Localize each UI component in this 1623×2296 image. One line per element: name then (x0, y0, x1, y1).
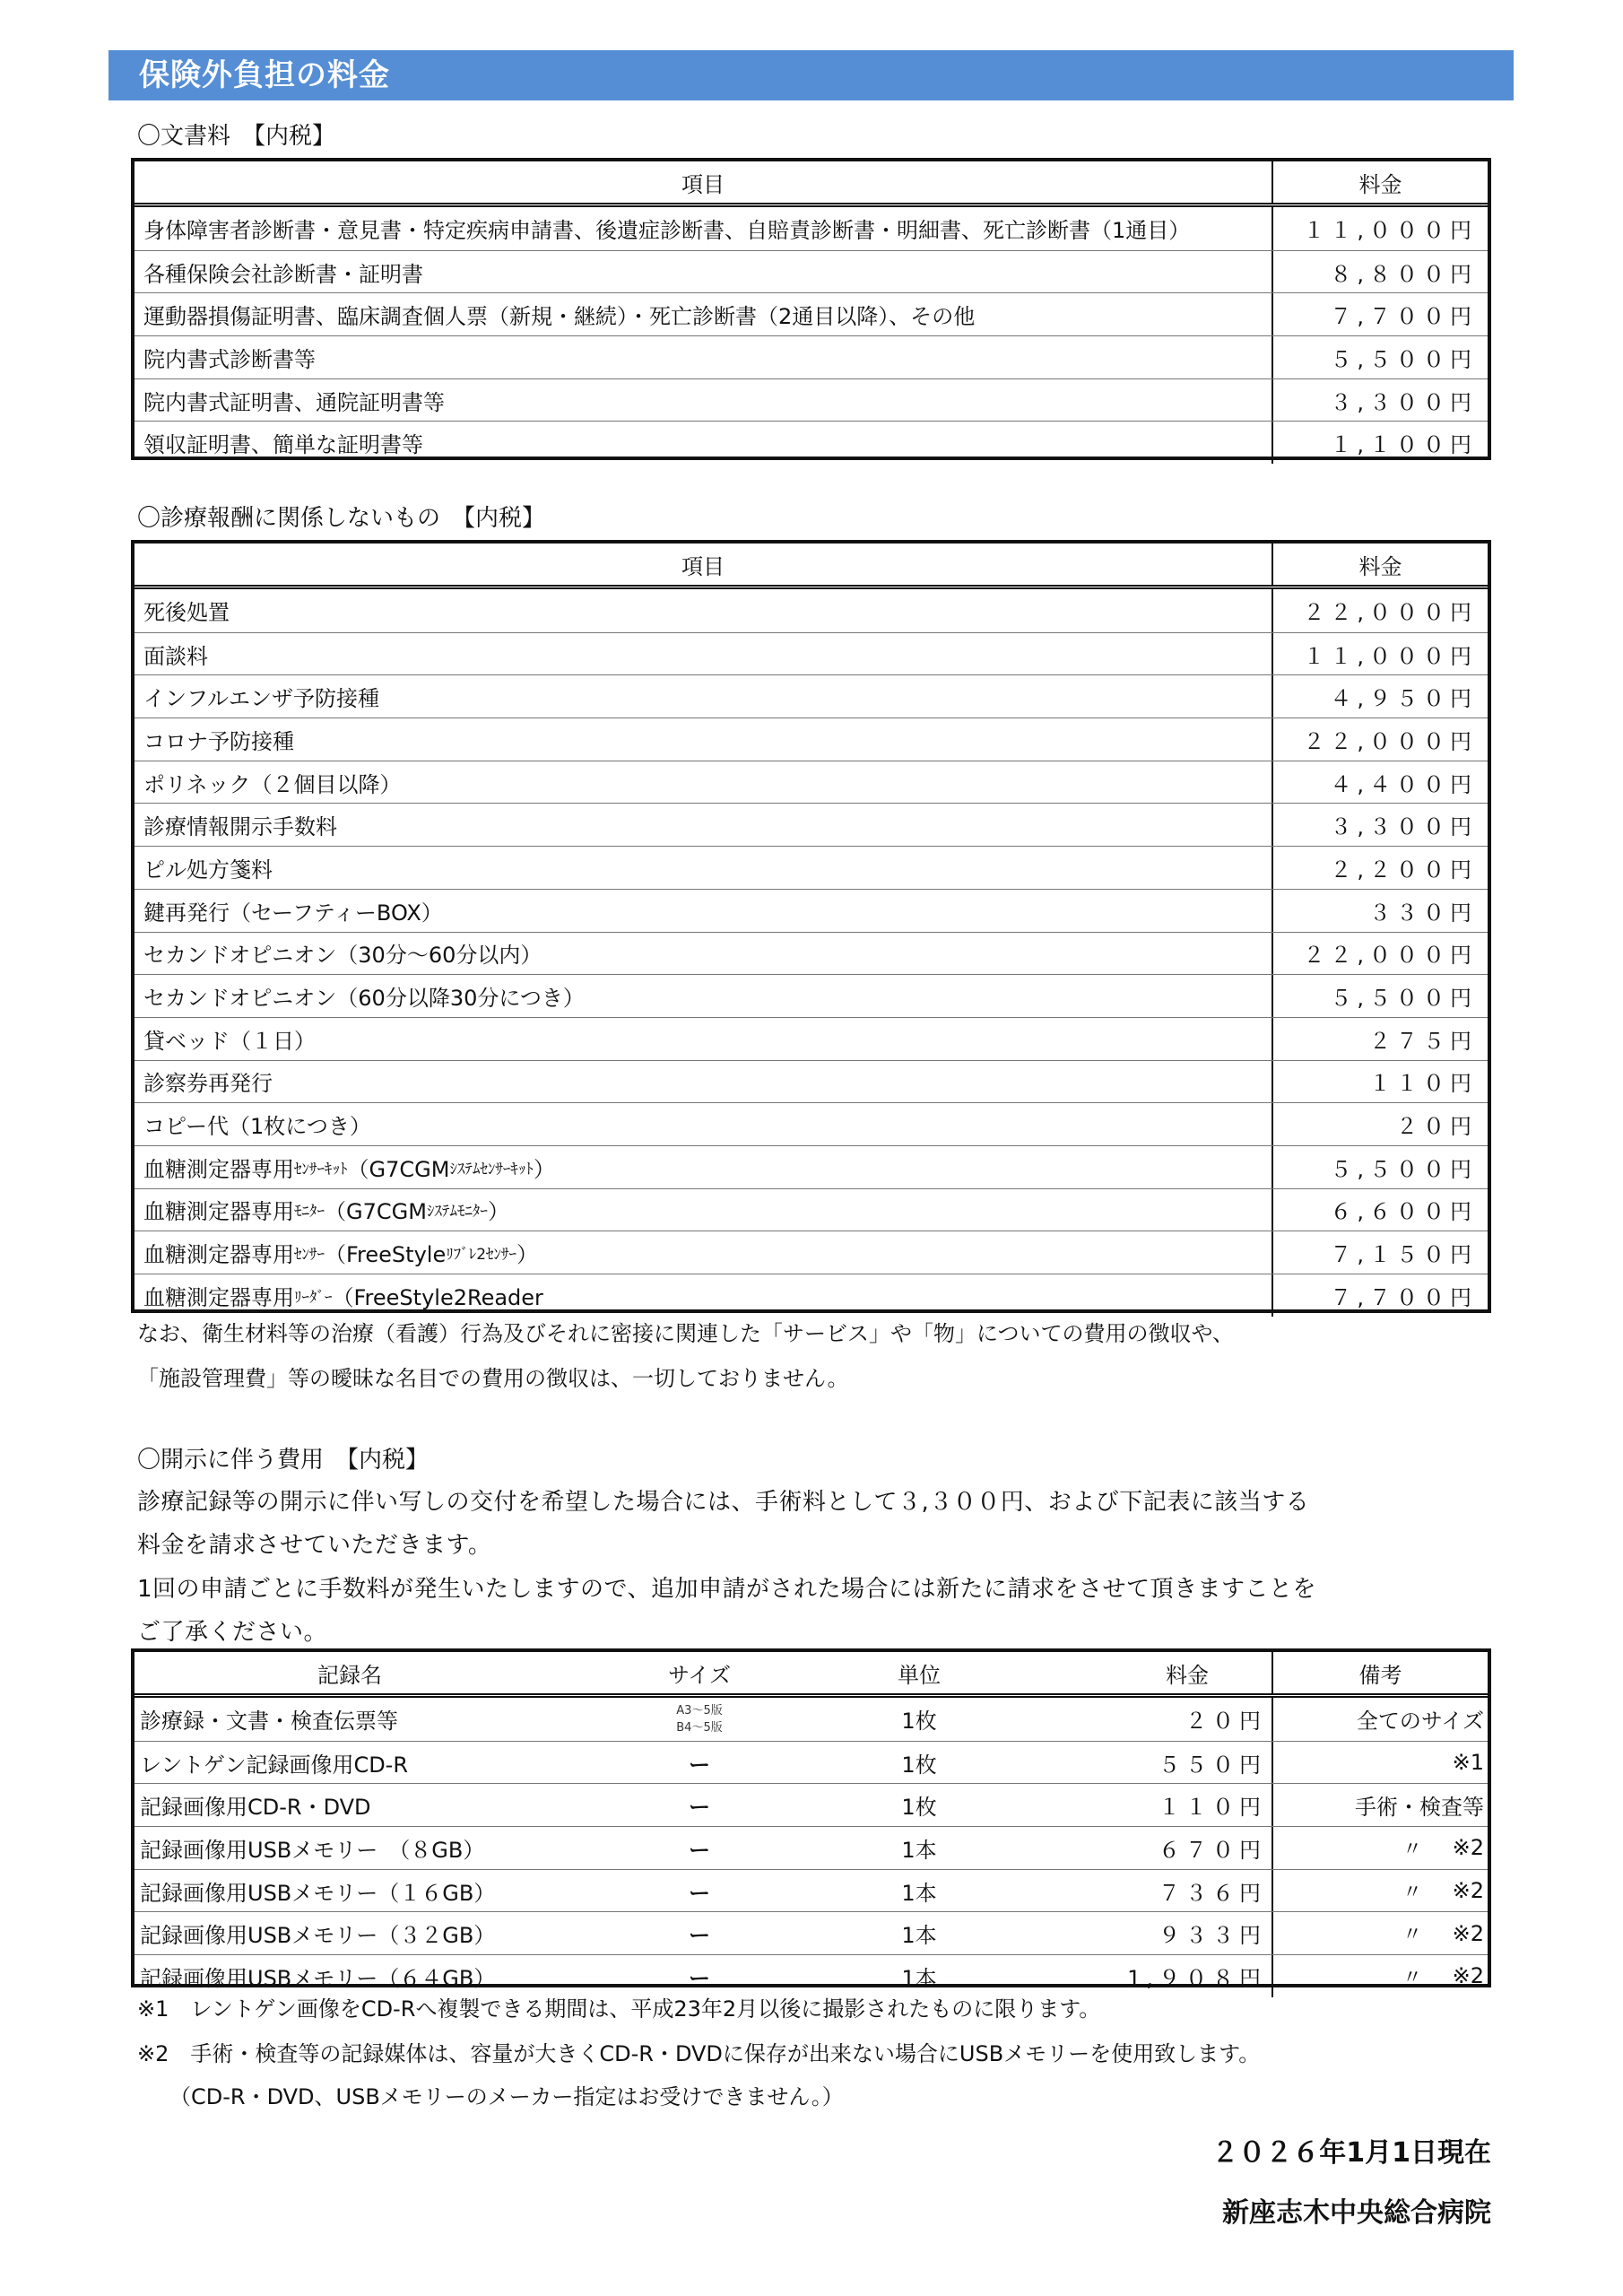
row-item: 貸ベッド（１日） (143, 1028, 316, 1054)
section-disclosure-heading: 〇開示に伴う費用 【内税】 (137, 1447, 430, 1474)
table-row (135, 718, 1488, 761)
item-prefix: 血糖測定器専用 (143, 1284, 294, 1310)
column-header-fee: 料金 (1166, 1662, 1209, 1688)
table-row (135, 207, 1488, 250)
ditto-mark: 〃 (1402, 1838, 1422, 1861)
section-non-medical-heading: 〇診療報酬に関係しないもの 【内税】 (137, 505, 546, 532)
record-fee: 1,９０８円 (1127, 1965, 1266, 1991)
row-item (135, 1231, 1271, 1274)
row-item: 鍵再発行（セーフティーBOX） (143, 900, 443, 926)
item-prefix: 血糖測定器専用 (143, 1156, 294, 1182)
row-price: ５,５００円 (1271, 336, 1488, 378)
record-size (565, 1870, 834, 1912)
note-line: なお、衛生材料等の治療（看護）行為及びそれに密接に関連した「サービス」や「物」についての費用の徴収や、 (137, 1321, 1235, 1346)
record-name: 記録画像用USBメモリー（１６GB） (140, 1880, 496, 1906)
record-fee: ７３６円 (1159, 1880, 1266, 1906)
table-row (135, 974, 1488, 1017)
row-price: ７,１５０円 (1271, 1231, 1488, 1274)
remark-text: ※2 (1452, 1878, 1484, 1904)
item-mid: （FreeStyle (325, 1242, 447, 1268)
note-line: 「施設管理費」等の曖昧な名目での費用の徴収は、一切しておりません。 (137, 1366, 849, 1391)
table-row (135, 589, 1488, 632)
record-name: 記録画像用USBメモリー（３２GB） (140, 1923, 496, 1949)
ditto-mark: 〃 (1402, 1966, 1422, 1989)
table-row (135, 1741, 1488, 1784)
record-name: 記録画像用USBメモリー（６４GB） (140, 1965, 496, 1991)
table-row (135, 889, 1488, 932)
record-unit: 1枚 (901, 1795, 937, 1821)
table-row (135, 761, 1488, 804)
item-suffix: ） (533, 1156, 555, 1182)
record-size (565, 1698, 834, 1741)
record-remarks (1271, 1742, 1488, 1784)
non-medical-fee-table (131, 540, 1491, 1313)
item-suffix: ） (516, 1242, 539, 1268)
column-header-item: 項目 (681, 171, 725, 197)
table-row (135, 674, 1488, 718)
size-dash: ー (689, 1880, 710, 1906)
ditto-mark: 〃 (1402, 1924, 1422, 1947)
column-header-unit: 単位 (898, 1662, 941, 1688)
size-dash: ー (689, 1965, 710, 1991)
item-small: ｾﾝｻｰｷｯﾄ (294, 1160, 348, 1178)
row-price: １１０円 (1271, 1061, 1488, 1103)
disclosure-fee-table (131, 1648, 1491, 1991)
row-price: １,１００円 (1271, 422, 1488, 464)
size-line: B4～5版 (676, 1720, 723, 1735)
column-header-size: サイズ (667, 1662, 732, 1688)
record-name: 診療録・文書・検査伝票等 (140, 1709, 398, 1735)
row-item: 診察券再発行 (143, 1071, 273, 1097)
record-remarks (1271, 1870, 1488, 1912)
record-size (565, 1784, 834, 1826)
row-item: セカンドオピニオン（60分以降30分につき） (143, 986, 585, 1012)
item-small-2: ﾘﾌﾞﾚ2ｾﾝｻｰ (446, 1246, 517, 1265)
row-item: 診療情報開示手数料 (143, 814, 337, 840)
row-item: コピー代（1枚につき） (143, 1114, 371, 1140)
size-dash: ー (689, 1837, 710, 1863)
record-fee: ２０円 (1185, 1709, 1266, 1735)
table-header-row (135, 161, 1488, 207)
table-row (135, 803, 1488, 846)
footnote-2: ※2 手術・検査等の記録媒体は、容量が大きくCD-R・DVDに保存が出来ない場合にUSBメモリーを使用致します。 (137, 2041, 1261, 2066)
row-price: １１,０００円 (1271, 633, 1488, 675)
documents-fee-table (131, 158, 1491, 460)
record-remarks (1271, 1912, 1488, 1954)
item-prefix: 血糖測定器専用 (143, 1199, 294, 1225)
row-price: ８,８００円 (1271, 251, 1488, 293)
remark-text: 全てのサイズ (1356, 1709, 1484, 1735)
row-item: 死後処置 (143, 600, 230, 626)
item-mid: （FreeStyle2Reader (332, 1284, 543, 1310)
item-small: ﾓﾆﾀｰ (294, 1203, 325, 1222)
item-mid: （G7CGM (347, 1156, 450, 1182)
row-item (135, 1146, 1271, 1188)
remark-text: ※2 (1452, 1920, 1484, 1946)
table-row (135, 1231, 1488, 1274)
column-header-item: 項目 (681, 553, 725, 579)
record-name: レントゲン記録画像用CD-R (140, 1752, 409, 1778)
table-row (135, 1060, 1488, 1103)
size-line: A3～5版 (676, 1703, 723, 1718)
page-title: 保険外負担の料金 (139, 57, 390, 93)
table-row (135, 1188, 1488, 1231)
record-unit: 1枚 (901, 1709, 937, 1735)
remark-text: 手術・検査等 (1355, 1795, 1484, 1821)
row-price: ５,５００円 (1271, 1146, 1488, 1188)
row-item: 各種保険会社診断書・証明書 (143, 261, 423, 287)
size-dash: ー (689, 1923, 710, 1949)
table-row (135, 1869, 1488, 1912)
table-header-row (135, 544, 1488, 589)
size-dash: ー (689, 1752, 710, 1778)
remark-text: ※2 (1452, 1963, 1484, 1989)
row-item: 領収証明書、簡単な証明書等 (143, 432, 423, 458)
section-documents-heading: 〇文書料 【内税】 (137, 123, 336, 150)
item-small-2: ｼｽﾃﾑﾓﾆﾀｰ (426, 1203, 488, 1222)
column-header-name: 記録名 (317, 1662, 382, 1688)
paragraph-line: 料金を請求させていただきます。 (137, 1532, 492, 1559)
row-item: 面談料 (143, 643, 208, 669)
item-suffix: ） (487, 1199, 509, 1225)
row-item: ピル処方箋料 (143, 857, 273, 883)
table-row (135, 632, 1488, 675)
column-header-remarks: 備考 (1271, 1652, 1488, 1693)
row-price: ２０円 (1271, 1103, 1488, 1145)
row-price: ６,６００円 (1271, 1189, 1488, 1231)
row-item (135, 1274, 1271, 1317)
table-row (135, 1954, 1488, 1997)
footnote-2-continued: （CD-R・DVD、USBメモリーのメーカー指定はお受けできません。） (137, 2084, 844, 2109)
table-row (135, 421, 1488, 464)
row-price: ４,９５０円 (1271, 675, 1488, 718)
record-unit: 1本 (901, 1880, 937, 1906)
remark-text: ※2 (1452, 1835, 1484, 1861)
hospital-name: 新座志木中央総合病院 (1222, 2197, 1491, 2229)
table-header-row (135, 1652, 1488, 1698)
record-name: 記録画像用CD-R・DVD (140, 1795, 371, 1821)
row-price: ３,３００円 (1271, 379, 1488, 422)
row-price: ４,４００円 (1271, 761, 1488, 804)
table-row (135, 1783, 1488, 1826)
row-price: ７,７００円 (1271, 1274, 1488, 1317)
paragraph-line: 診療記録等の開示に伴い写しの交付を希望した場合には、手術料として３,３００円、および下記表に該当する (137, 1489, 1310, 1516)
row-price: ３,３００円 (1271, 804, 1488, 846)
record-unit: 1枚 (901, 1752, 937, 1778)
table-row (135, 1274, 1488, 1317)
record-unit: 1本 (901, 1923, 937, 1949)
table-row (135, 292, 1488, 335)
page-title-bar (108, 50, 1514, 100)
row-item: 身体障害者診断書・意見書・特定疾病申請書、後遺症診断書、自賠責診断書・明細書、死亡診断書（1通目） (143, 218, 1191, 244)
row-item: セカンドオピニオン（30分～60分以内） (143, 943, 542, 969)
record-size (565, 1955, 834, 1997)
column-header-price: 料金 (1271, 544, 1488, 585)
record-size (565, 1742, 834, 1784)
item-prefix: 血糖測定器専用 (143, 1242, 294, 1268)
record-fee: ９３３円 (1159, 1923, 1266, 1949)
record-size (565, 1827, 834, 1869)
table-row (135, 250, 1488, 293)
row-price: ３３０円 (1271, 890, 1488, 932)
record-name: 記録画像用USBメモリー （８GB） (140, 1837, 485, 1863)
item-mid: （G7CGM (325, 1199, 427, 1225)
size-dash: ー (689, 1795, 710, 1821)
row-price: ２２,０００円 (1271, 589, 1488, 632)
table-row (135, 1826, 1488, 1869)
table-row (135, 335, 1488, 378)
record-remarks (1271, 1698, 1488, 1741)
table-row (135, 1145, 1488, 1188)
row-item: コロナ予防接種 (143, 728, 294, 754)
remark-text: ※1 (1452, 1750, 1484, 1776)
table-row (135, 932, 1488, 975)
paragraph-line: 1回の申請ごとに手数料が発生いたしますので、追加申請がされた場合には新たに請求をさせて頂きますことを (137, 1576, 1317, 1603)
record-remarks (1271, 1955, 1488, 1997)
record-fee: １１０円 (1159, 1795, 1266, 1821)
row-item (135, 1189, 1271, 1231)
row-price: ２２,０００円 (1271, 718, 1488, 761)
row-price: ５,５００円 (1271, 975, 1488, 1017)
row-price: １１,０００円 (1271, 207, 1488, 250)
item-small-2: ｼｽﾃﾑｾﾝｻｰｷｯﾄ (449, 1160, 534, 1178)
table-row (135, 1017, 1488, 1060)
row-price: ７,７００円 (1271, 293, 1488, 335)
item-small: ﾘｰﾀﾞｰ (294, 1288, 333, 1307)
effective-date: ２０２６年1月1日現在 (1211, 2137, 1491, 2169)
footnote-1: ※1 レントゲン画像をCD-Rへ複製できる期間は、平成23年2月以後に撮影されたものに限ります。 (137, 1996, 1101, 2022)
row-price: ２２,０００円 (1271, 933, 1488, 975)
record-remarks (1271, 1827, 1488, 1869)
row-item: 運動器損傷証明書、臨床調査個人票（新規・継続）・死亡診断書（2通目以降）、その他 (143, 304, 976, 330)
record-remarks (1271, 1784, 1488, 1826)
record-fee: ５５０円 (1159, 1752, 1266, 1778)
record-fee: ６７０円 (1159, 1837, 1266, 1863)
ditto-mark: 〃 (1402, 1881, 1422, 1904)
item-small: ｾﾝｻｰ (294, 1246, 325, 1265)
record-unit: 1本 (901, 1965, 937, 1991)
row-price: ２,２００円 (1271, 847, 1488, 889)
table-row (135, 1102, 1488, 1145)
row-item: インフルエンザ予防接種 (143, 686, 380, 712)
paragraph-line: ご了承ください。 (137, 1619, 328, 1646)
table-row (135, 378, 1488, 422)
column-header-price: 料金 (1271, 161, 1488, 203)
row-item: 院内書式診断書等 (143, 346, 316, 372)
table-row (135, 1911, 1488, 1954)
table-row (135, 846, 1488, 889)
row-price: ２７５円 (1271, 1018, 1488, 1060)
record-size (565, 1912, 834, 1954)
row-item: ポリネック（２個目以降） (143, 771, 402, 797)
table-row (135, 1698, 1488, 1741)
record-unit: 1本 (901, 1837, 937, 1863)
row-item: 院内書式証明書、通院証明書等 (143, 389, 445, 415)
